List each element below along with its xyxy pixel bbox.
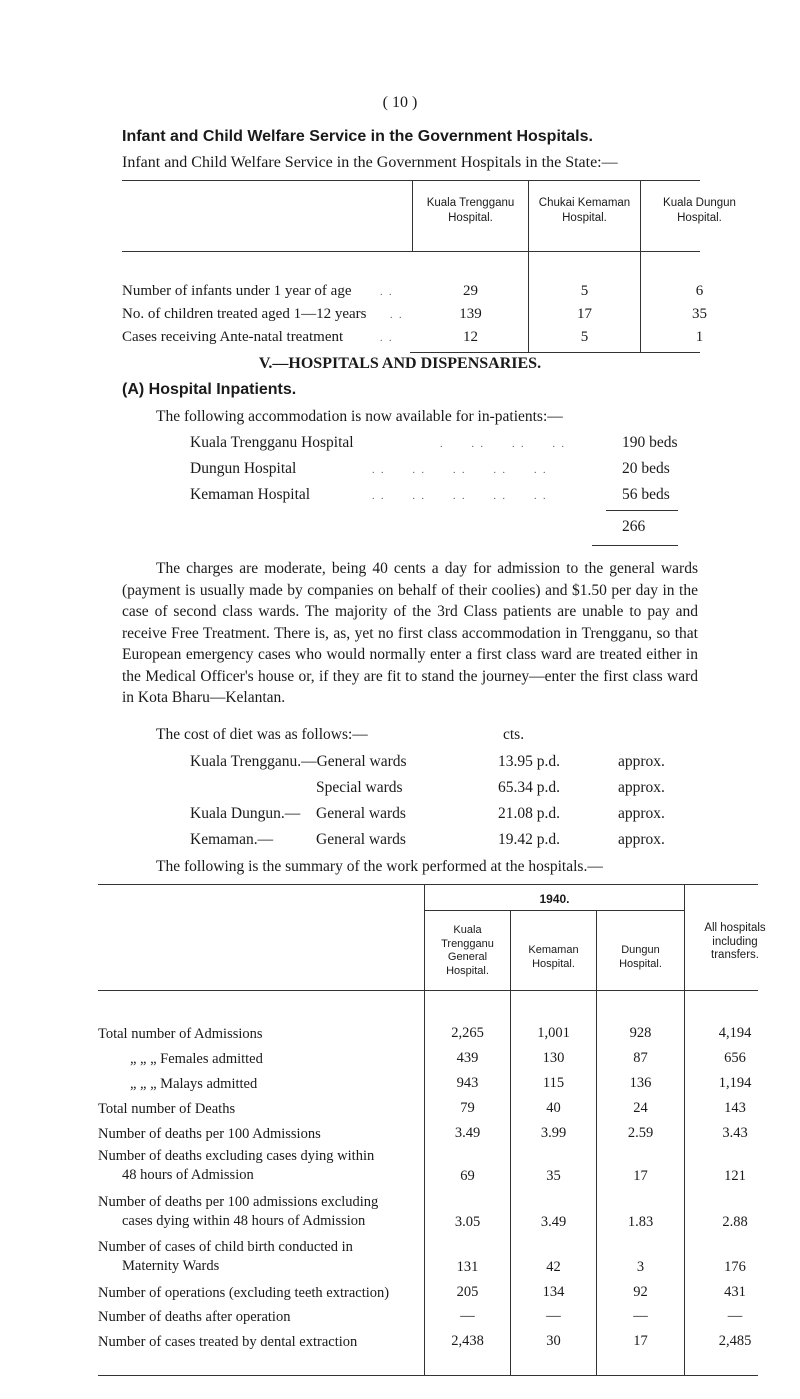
diet-place: Kuala Dungun.— [190, 805, 301, 822]
table-cell: 4,194 [718, 1025, 752, 1041]
table-cell: — [727, 1308, 743, 1324]
table-cell: 2,438 [451, 1333, 484, 1349]
table-cell: 3 [636, 1259, 645, 1275]
section-title: V.—HOSPITALS AND DISPENSARIES. [258, 355, 542, 372]
diet-place: Special wards [316, 779, 403, 796]
table-cell: 139 [459, 306, 482, 322]
table-cell: 5 [580, 283, 589, 299]
diet-ward: General wards [316, 831, 406, 848]
table-cell: 5 [580, 329, 589, 345]
diet-note: approx. [618, 805, 665, 822]
table-row-label: Number of deaths excluding cases dying within 48 hours of Admission [98, 1148, 375, 1183]
table-cell: 1,001 [537, 1025, 570, 1041]
column-header: Dungun Hospital. [619, 944, 662, 970]
table-cell: 40 [546, 1100, 561, 1116]
leader-dots: . . [380, 287, 394, 298]
leader-dots: . . [390, 310, 404, 321]
table-cell: — [633, 1308, 648, 1324]
table-cell: 2.88 [722, 1214, 748, 1230]
table-rule [410, 352, 700, 353]
table-row-label: Total number of Deaths [98, 1101, 236, 1117]
table-cell: 3.49 [540, 1214, 567, 1230]
table-rule [98, 884, 758, 885]
column-header: Kemaman Hospital. [528, 944, 579, 970]
table-row-label: Number of deaths per 100 admissions excluding cases dying within 48 hours of Admission [98, 1194, 379, 1229]
table-cell: 17 [633, 1333, 648, 1349]
diet-cost: 21.08 p.d. [498, 805, 560, 822]
subsection-title: (A) Hospital Inpatients. [122, 381, 297, 398]
table-rule [596, 911, 597, 1375]
table-row-label: Number of deaths per 100 Admissions [98, 1126, 321, 1142]
table-cell: 1 [695, 329, 704, 345]
table-cell: 1.83 [627, 1214, 654, 1230]
table-cell: 656 [724, 1050, 746, 1066]
summary-intro: The following is the summary of the work performed at the hospitals.— [156, 858, 603, 875]
table-cell: 943 [456, 1075, 479, 1091]
table-rule [424, 910, 684, 911]
page-title: Infant and Child Welfare Service in the Government Hospitals. [122, 128, 593, 145]
table-row-label: No. of children treated aged 1—12 years [122, 306, 367, 322]
table-row-label: Number of cases of child birth conducted in Maternity Wards [98, 1239, 353, 1274]
diet-place: Kuala Trengganu.—General wards [190, 753, 407, 770]
diet-ward: General wards [316, 805, 406, 822]
accommodation-intro: The following accommodation is now available for in-patients:— [156, 408, 563, 425]
table-cell: 29 [463, 283, 478, 299]
table-cell: 2,265 [451, 1025, 484, 1041]
column-header: All hospitals including transfers. [704, 922, 766, 961]
table-cell: 2,485 [718, 1333, 752, 1349]
table-cell: 30 [546, 1333, 561, 1349]
diet-intro: The cost of diet was as follows:— [156, 726, 368, 743]
table-cell: 17 [577, 306, 592, 322]
accommodation-beds: 190 beds [622, 434, 678, 451]
leader-dots: . . . . . . . [440, 439, 566, 450]
column-header: Chukai Kemaman Hospital. [538, 197, 631, 224]
table-cell: 3.05 [454, 1214, 481, 1230]
table-cell: 35 [692, 306, 707, 322]
table-cell: 17 [633, 1168, 648, 1184]
leader-dots: . . . . . . . . . . [372, 491, 548, 502]
leader-dots: . . [380, 333, 394, 344]
intro-text: Infant and Child Welfare Service in the Government Hospitals in the State:— [122, 154, 618, 171]
accommodation-name: Kemaman Hospital [190, 486, 311, 503]
table-rule [510, 911, 511, 1375]
table-rule [122, 180, 700, 181]
table-cell: 1,194 [718, 1075, 752, 1091]
table-cell: — [460, 1308, 475, 1324]
table-rule [98, 990, 758, 991]
table-cell: 6 [695, 283, 704, 299]
diet-cost: 65.34 p.d. [498, 779, 560, 796]
table-rule [98, 1375, 758, 1376]
diet-note: approx. [618, 753, 665, 770]
table-row-label: Number of deaths after operation [98, 1309, 291, 1325]
accommodation-name: Kuala Trengganu Hospital [190, 434, 354, 451]
table-cell: 87 [633, 1050, 648, 1066]
table-cell: 115 [542, 1075, 565, 1091]
table-row-label: Number of cases treated by dental extraction [98, 1334, 358, 1350]
table-row-label: „ „ „ Malays admitted [130, 1076, 258, 1092]
diet-note: approx. [618, 831, 665, 848]
table-cell: 130 [542, 1050, 565, 1066]
table-cell: 136 [629, 1075, 652, 1091]
table-cell: 42 [546, 1259, 561, 1275]
diet-cost: 13.95 p.d. [498, 753, 560, 770]
column-header: Kuala Trengganu General Hospital. [441, 924, 494, 977]
accommodation-beds: 20 beds [622, 460, 670, 477]
table-cell: 3.43 [722, 1125, 748, 1141]
table-cell: 79 [460, 1100, 475, 1116]
table-cell: 69 [460, 1168, 475, 1184]
table-cell: — [546, 1308, 561, 1324]
table-cell: 205 [456, 1284, 479, 1300]
table-cell: 143 [724, 1100, 746, 1116]
diet-unit: cts. [503, 726, 525, 743]
leader-dots: . . . . . . . . . . [372, 465, 548, 476]
accommodation-name: Dungun Hospital [190, 460, 297, 477]
accommodation-beds: 56 beds [622, 486, 670, 503]
table-row-label: „ „ „ Females admitted [130, 1051, 263, 1067]
table-cell: 439 [456, 1050, 479, 1066]
table-cell: 2.59 [627, 1125, 654, 1141]
diet-note: approx. [618, 779, 665, 796]
table-row-label: Number of operations (excluding teeth extraction) [98, 1285, 390, 1301]
sum-rule [606, 510, 678, 511]
table-cell: 131 [456, 1259, 479, 1275]
table-row-label: Cases receiving Ante-natal treatment [122, 329, 344, 345]
table-cell: 35 [546, 1168, 561, 1184]
table-row-label: Number of infants under 1 year of age [122, 283, 352, 299]
table-cell: 134 [542, 1284, 565, 1300]
table-cell: 928 [629, 1025, 652, 1041]
diet-cost: 19.42 p.d. [498, 831, 560, 848]
column-header: Kuala Dungun Hospital. [663, 197, 736, 224]
charges-paragraph: The charges are moderate, being 40 cents a day for admission to the general wards (payment is usually made by companies on behalf of their coolies) and $1.50 per day in the case of second class wards. The majority of the 3rd Class patients are unable to pay and receive Free Treatment. There is, as, yet no first class accommodation in Trengganu, so that European emergency cases who would normally enter a first class ward are treated either in the Medical Officer's house or, if they are fit to stand the journey—enter the first class ward in Kota Bharu—Kelantan. [122, 560, 698, 706]
accommodation-total: 266 [622, 518, 646, 535]
table-cell: 12 [463, 329, 478, 345]
sum-rule [592, 545, 678, 546]
table-cell: 121 [724, 1168, 746, 1184]
table-cell: 431 [724, 1284, 746, 1300]
page-number: ( 10 ) [382, 94, 418, 111]
table-cell: 92 [633, 1284, 648, 1300]
table-rule [122, 251, 700, 252]
table-cell: 3.49 [454, 1125, 481, 1141]
column-header: Kuala Trengganu Hospital. [426, 197, 515, 224]
table-cell: 176 [724, 1259, 746, 1275]
year-header: 1940. [539, 892, 570, 906]
diet-place: Kemaman.— [190, 831, 274, 848]
table-cell: 3.99 [540, 1125, 567, 1141]
table-row-label: Total number of Admissions [98, 1026, 263, 1042]
table-cell: 24 [633, 1100, 648, 1116]
